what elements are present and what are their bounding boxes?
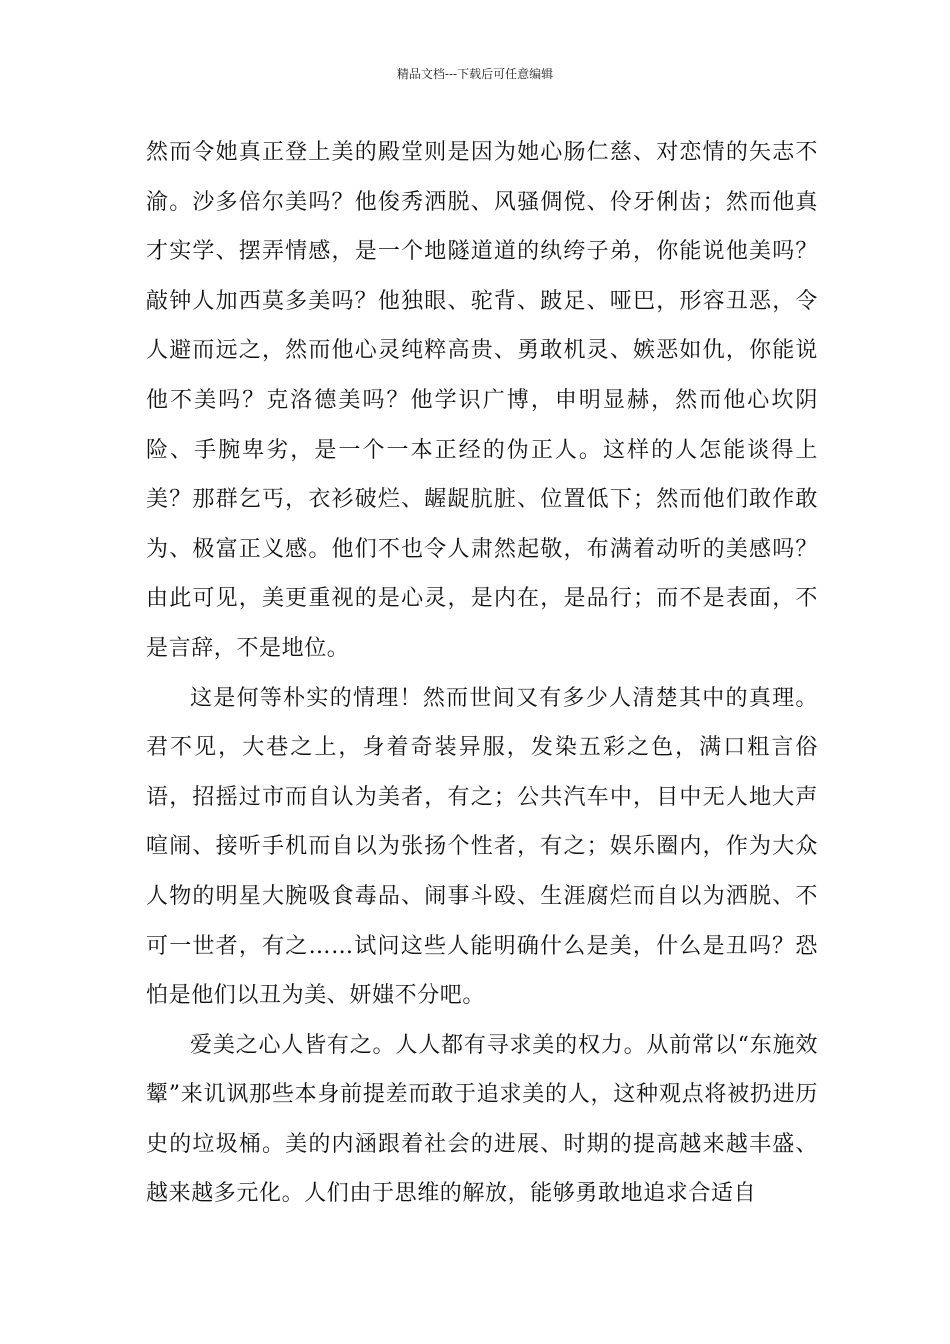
paragraph-1: 然而令她真正登上美的殿堂则是因为她心肠仁慈、对恋情的矢志不渝。沙多倍尔美吗？他俊秀洒脱、风骚倜傥、伶牙俐齿；然而他真才实学、摆弄情感，是一个地隧道道的纨绔子弟，你能说他美吗？敲钟人加西莫多美吗？他独眼、驼背、跛足、哑巴，形容丑恶，令人避而远之，然而他心灵纯粹高贵、勇敢机灵、嫉恶如仇，你能说他不美吗？克洛德美吗？他学识广博，申明显赫，然而他心坎阴险、手腕卑劣，是一个一本正经的伪正人。这样的人怎能谈得上美？那群乞丐，衣衫破烂、龌龊肮脏、位置低下；然而他们敢作敢为、极富正义感。他们不也令人肃然起敬，布满着动听的美感吗？由此可见，美更重视的是心灵，是内在，是品行；而不是表面，不是言辞，不是地位。 [146,140,818,661]
body-text [146,128,818,1219]
page-header: 精品文档---下载后可任意编辑 [396,67,554,81]
paragraph-3: 爱美之心人皆有之。人人都有寻求美的权力。从前常以“东施效颦”来讥讽那些本身前提差而敢于追求美的人，这种观点将被扔进历史的垃圾桶。美的内涵跟着社会的进展、时期的提高越来越丰盛、越来越多元化。人们由于思维的解放，能够勇敢地追求合适自 [146,1032,818,1207]
paragraph-2: 这是何等朴实的情理！然而世间又有多少人清楚其中的真理。君不见，大巷之上，身着奇装异服，发染五彩之色，满口粗言俗语，招摇过市而自认为美者，有之；公共汽车中，目中无人地大声喧闹、接听手机而自以为张扬个性者，有之；娱乐圈内，作为大众人物的明星大腕吸食毒品、闹事斗殴、生涯腐烂而自以为洒脱、不可一世者，有之……试问这些人能明确什么是美，什么是丑吗？恐怕是他们以丑为美、妍媸不分吧。 [146,685,818,1009]
